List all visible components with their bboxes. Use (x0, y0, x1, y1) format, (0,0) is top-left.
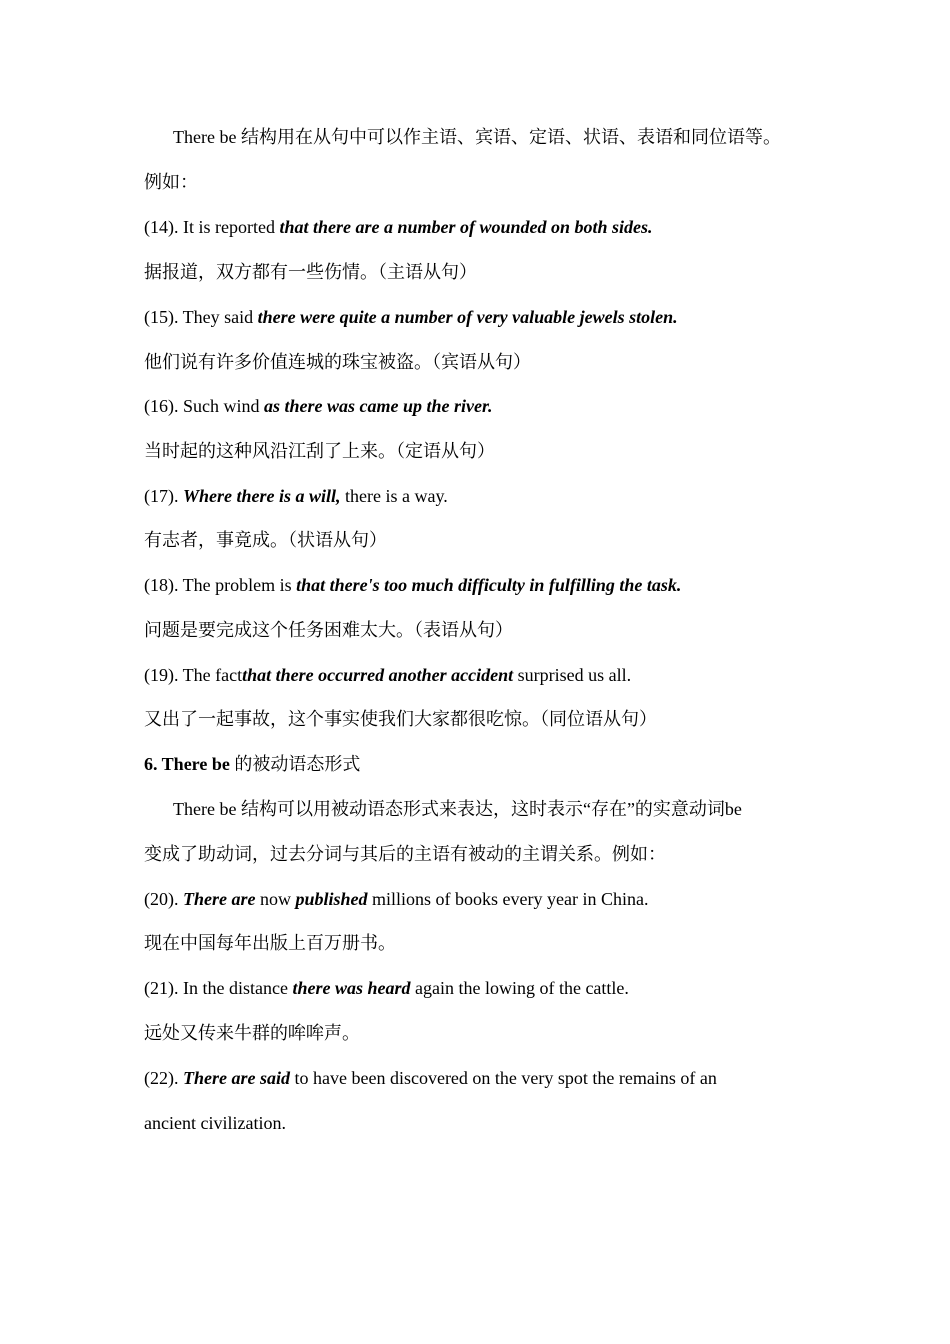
example-number: (16). (144, 396, 179, 416)
example-emphasis: there were quite a number of very valuable jewels stolen. (257, 307, 678, 327)
example-21-translation: 远处又传来牛群的哞哞声。 (144, 1023, 360, 1043)
example-16-translation: 当时起的这种风沿江刮了上来。（定语从句） (144, 441, 495, 461)
example-14 (144, 215, 653, 239)
example-number: (22). (144, 1068, 179, 1088)
example-19 (144, 663, 631, 687)
example-emphasis: Where there is a will, (183, 486, 341, 506)
section-6-para-line-1: There be 结构可以用被动语态形式来表达，这时表示“存在”的实意动词be (173, 799, 742, 819)
example-16 (144, 394, 493, 418)
example-text-after: there is a way. (340, 486, 448, 506)
section-heading-bold: 6. There be (144, 754, 230, 774)
example-text: Such wind (178, 396, 264, 416)
example-emphasis: There are (183, 889, 256, 909)
example-number: (20). (144, 889, 179, 909)
section-6-para-line-2: 变成了助动词，过去分词与其后的主语有被动的主谓关系。例如： (144, 844, 666, 864)
intro-line-1: There be 结构用在从句中可以作主语、宾语、定语、状语、表语和同位语等。 (173, 127, 781, 147)
example-number: (21). (144, 978, 179, 998)
example-18-translation: 问题是要完成这个任务困难太大。（表语从句） (144, 620, 513, 640)
section-6-heading (144, 752, 360, 776)
example-20 (144, 887, 648, 911)
example-18 (144, 573, 681, 597)
example-17 (144, 484, 448, 508)
example-emphasis: that there's too much difficulty in fulfilling the task. (296, 575, 682, 595)
example-emphasis: that there occurred another accident (242, 665, 514, 685)
example-17-translation: 有志者，事竟成。（状语从句） (144, 530, 387, 550)
example-text: In the distance (178, 978, 293, 998)
example-emphasis-2: published (295, 889, 368, 909)
example-14-translation: 据报道，双方都有一些伤情。（主语从句） (144, 262, 477, 282)
example-number: (15). (144, 307, 179, 327)
example-emphasis: there was heard (292, 978, 411, 998)
example-number: (18). (144, 575, 179, 595)
example-emphasis: There are said (183, 1068, 290, 1088)
example-text: now (255, 889, 296, 909)
example-text: The problem is (178, 575, 297, 595)
example-text-after: millions of books every year in China. (367, 889, 649, 909)
example-text-after: again the lowing of the cattle. (410, 978, 629, 998)
example-21 (144, 976, 629, 1000)
example-22-continuation: ancient civilization. (144, 1113, 286, 1133)
example-number: (19). (144, 665, 179, 685)
example-emphasis: as there was came up the river. (264, 396, 493, 416)
example-text: They said (178, 307, 258, 327)
intro-line-2: 例如： (144, 172, 198, 192)
example-text-after: to have been discovered on the very spot the remains of an (290, 1068, 717, 1088)
example-text: The fact (178, 665, 243, 685)
example-19-translation: 又出了一起事故，这个事实使我们大家都很吃惊。（同位语从句） (144, 709, 657, 729)
example-20-translation: 现在中国每年出版上百万册书。 (144, 933, 396, 953)
example-number: (17). (144, 486, 179, 506)
example-text: It is reported (178, 217, 280, 237)
example-15-translation: 他们说有许多价值连城的珠宝被盗。（宾语从句） (144, 352, 531, 372)
section-heading-rest: 的被动语态形式 (229, 754, 361, 774)
example-emphasis: that there are a number of wounded on both sides. (279, 217, 653, 237)
example-15 (144, 305, 678, 329)
example-22 (144, 1066, 717, 1090)
example-text-after: surprised us all. (513, 665, 632, 685)
example-number: (14). (144, 217, 179, 237)
